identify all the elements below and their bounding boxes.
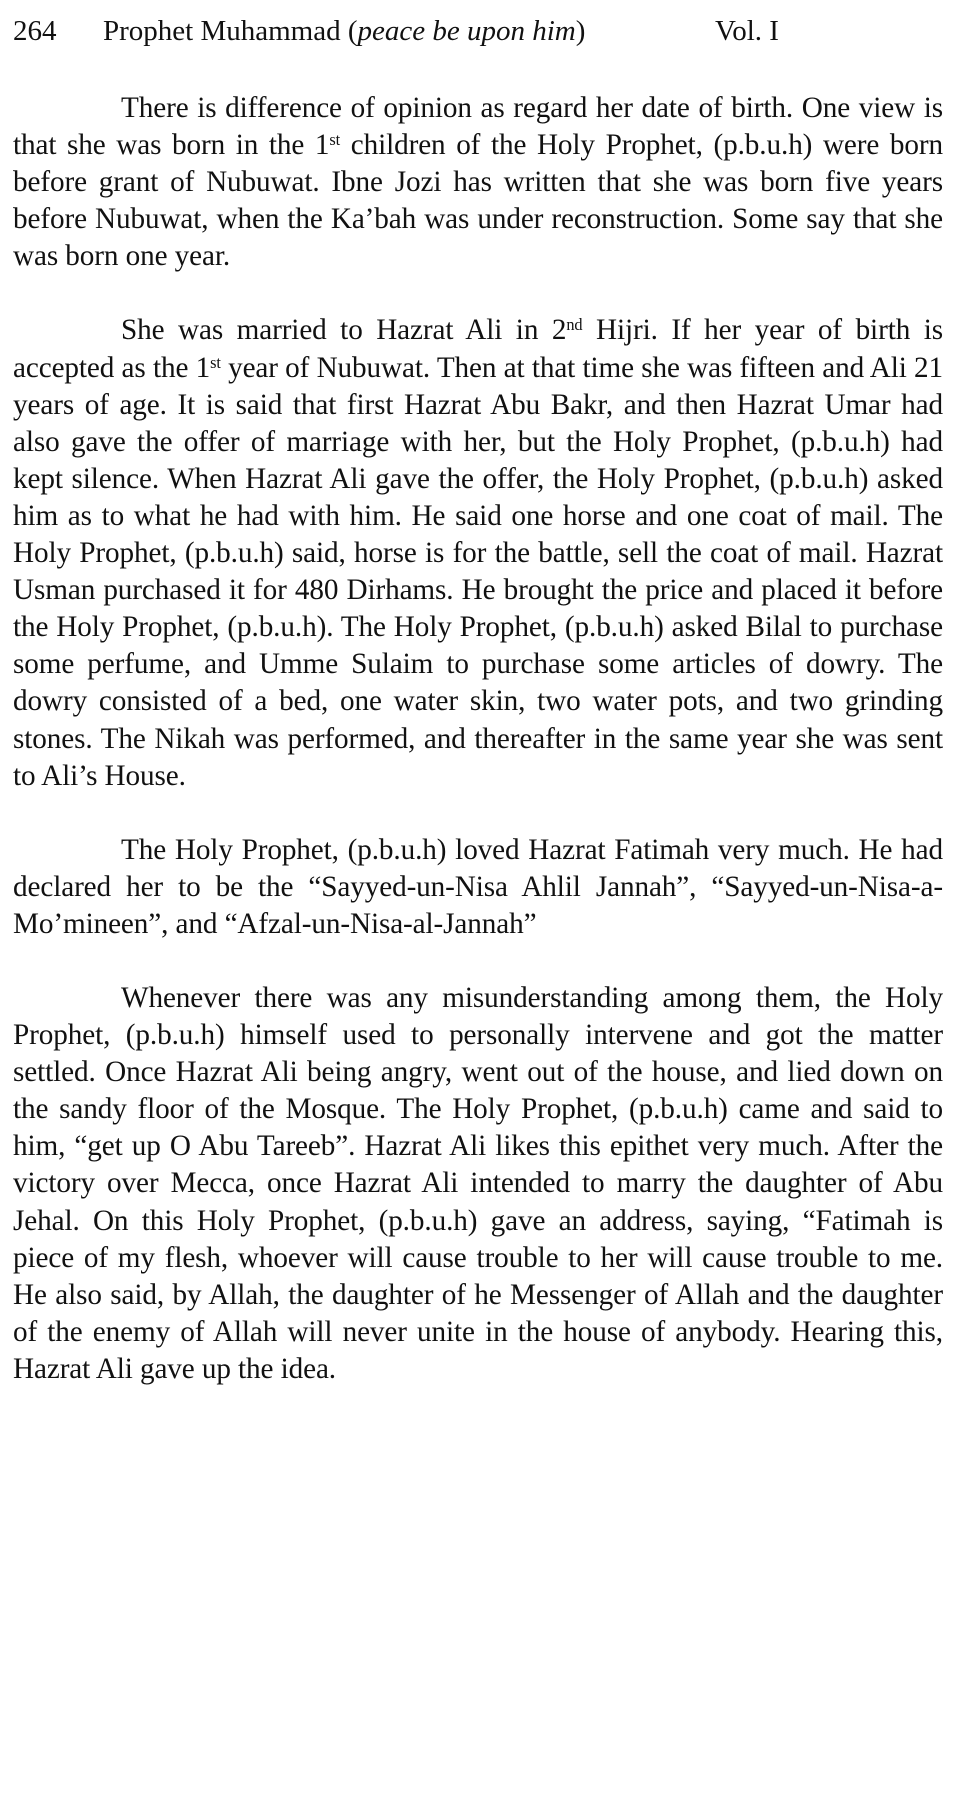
ordinal-superscript: st	[329, 130, 341, 150]
paragraph-text: Whenever there was any misunderstanding among them, the Holy Prophet, (p.b.u.h) himself used to personally intervene and got the matter settled. Once Hazrat Ali being angry, went out of the house, and lied down on the sandy floor of the Mosque. The Holy Prophet, (p.b.u.h) came and said to him, “get up O Abu Tareeb”. Hazrat Ali likes this epithet very much. After the victory over Mecca, once Hazrat Ali intended to marry the daughter of Abu Jehal. On this Holy Prophet, (p.b.u.h) gave an address, saying, “Fatimah is piece of my flesh, whoever will cause trouble to her will cause trouble to me. He also said, by Allah, the daughter of he Messenger of Allah and the daughter of the enemy of Allah will never unite in the house of anybody. Hearing this, Hazrat Ali gave up the idea.	[13, 981, 943, 1385]
paragraph-text: year of Nubuwat. Then at that time she was fifteen and Ali 21 years of age. It is said that first Hazrat Abu Bakr, and then Hazrat Umar had also gave the offer of marriage with her, but the Holy Prophet, (p.b.u.h) had kept silence. When Hazrat Ali gave the offer, the Holy Prophet, (p.b.u.h) asked him as to what he had with him. He said one horse and one coat of mail. The Holy Prophet, (p.b.u.h) said, horse is for the battle, sell the coat of mail. Hazrat Usman purchased it for 480 Dirhams. He brought the price and placed it before the Holy Prophet, (p.b.u.h). The Holy Prophet, (p.b.u.h) asked Bilal to purchase some perfume, and Umme Sulaim to purchase some articles of dowry. The dowry consisted of a bed, one water skin, two water pots, and two grinding stones. The Nikah was performed, and thereafter in the same year she was sent to Ali’s House.	[13, 351, 944, 792]
paragraph-marriage	[13, 312, 943, 794]
ordinal-superscript: nd	[566, 315, 583, 335]
paragraph-text: She was married to Hazrat Ali in 2	[121, 314, 567, 347]
paragraph-text: children of the Holy Prophet, (p.b.u.h) were born before grant of Nubuwat. Ibne Jozi has written that she was born five years before Nubuwat, when the Ka’bah was under reconstruction. Some say that she was born one year.	[13, 129, 943, 273]
paragraph-birth-date	[13, 90, 943, 275]
book-title	[103, 0, 585, 62]
paragraph-misunderstanding	[13, 980, 943, 1388]
book-title-prefix: Prophet Muhammad (	[103, 15, 358, 47]
book-title-suffix: )	[575, 15, 586, 47]
body-text	[13, 90, 943, 1388]
ordinal-superscript: st	[210, 352, 221, 372]
volume-label: Vol. I	[715, 15, 779, 47]
paragraph-text: The Holy Prophet, (p.b.u.h) loved Hazrat Fatimah very much. He had declared her to be the “Sayyed-un-Nisa Ahlil Jannah”, “Sayyed-un-Nisa-a-Mo’mineen”, and “Afzal-un-Nisa-al-Jannah”	[13, 833, 943, 940]
paragraph-text: Hijri. If her year of birth is accepted as the 1	[13, 314, 943, 384]
running-header	[13, 0, 943, 62]
page-number: 264	[13, 15, 57, 47]
book-title-italic: peace be upon him	[357, 15, 576, 47]
paragraph-love	[13, 832, 943, 943]
paragraph-text: There is difference of opinion as regard her date of birth. One view is that she was born in the 1	[13, 92, 943, 162]
book-page	[13, 0, 943, 1388]
